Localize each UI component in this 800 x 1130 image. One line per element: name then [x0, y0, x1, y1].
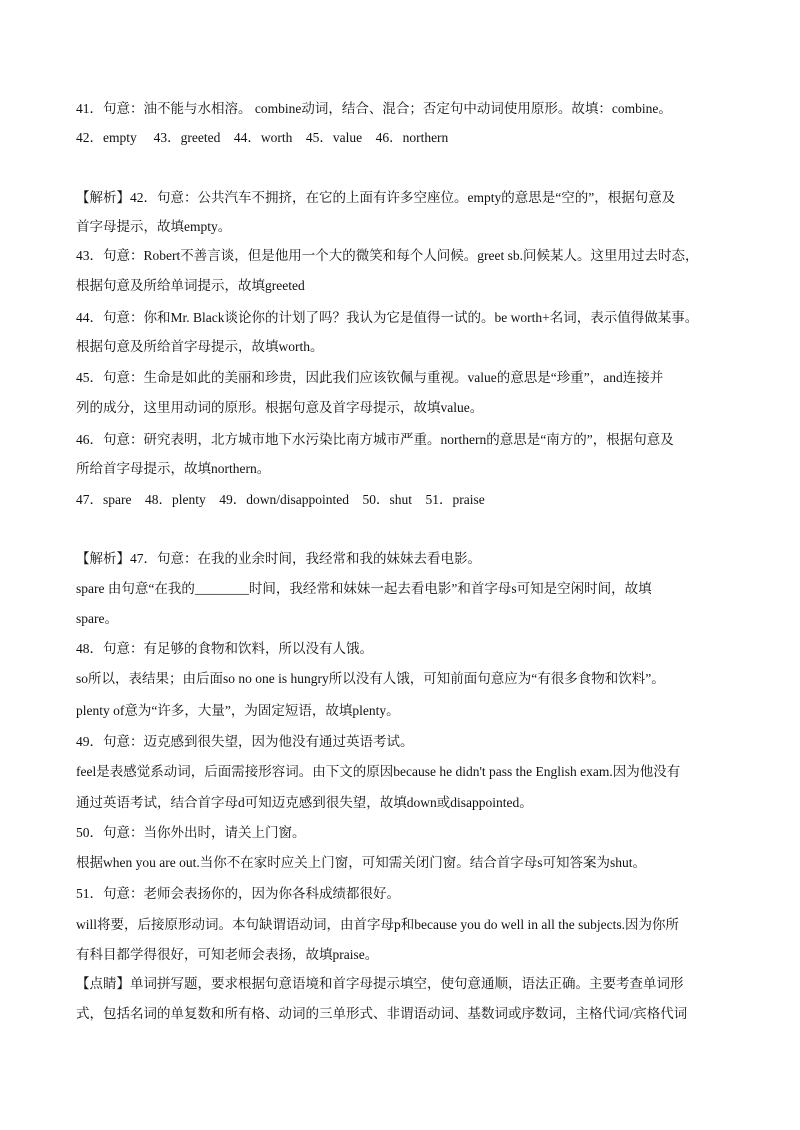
answer-41-line: 41．句意：油不能与水相溶。 combine动词，结合、混合；否定句中动词使用原形。故填：combine。 [76, 101, 672, 116]
commentary-line-2: 式，包括名词的单复数和所有格、动词的三单形式、非谓语动词、基数词或序数词，主格代词/宾格代词 [76, 1006, 688, 1021]
analysis-42-line-1: 【解析】42．句意：公共汽车不拥挤，在它的上面有许多空座位。empty的意思是“空的”，根据句意及 [76, 190, 676, 205]
analysis-51-line-3: 有科目都学得很好，可知老师会表扬，故填praise。 [76, 947, 379, 962]
analysis-51-line-1: 51．句意：老师会表扬你的，因为你各科成绩都很好。 [76, 886, 400, 901]
analysis-46-line-1: 46．句意：研究表明，北方城市地下水污染比南方城市严重。northern的意思是“南方的”，根据句意及 [76, 432, 674, 447]
answers-42-46-line: 42．empty 43．greeted 44．worth 45．value 46．northern [76, 130, 449, 145]
analysis-50-line-2: 根据when you are out.当你不在家时应关上门窗，可知需关闭门窗。结合首字母s可知答案为shut。 [76, 855, 646, 870]
analysis-49-line-2: feel是表感觉系动词，后面需接形容词。由下文的原因because he didn't pass the English exam.因为他没有 [76, 764, 681, 779]
analysis-44-line-2: 根据句意及所给首字母提示，故填worth。 [76, 339, 324, 354]
analysis-45-line-2: 列的成分，这里用动词的原形。根据句意及首字母提示，故填value。 [76, 400, 484, 415]
analysis-50-line-1: 50．句意：当你外出时，请关上门窗。 [76, 825, 306, 840]
analysis-44-line-1: 44．句意：你和Mr. Black谈论你的计划了吗？我认为它是值得一试的。be worth+名词，表示值得做某事。 [76, 310, 699, 325]
analysis-46-line-2: 所给首字母提示，故填northern。 [76, 461, 271, 476]
analysis-42-line-2: 首字母提示，故填empty。 [76, 219, 232, 234]
analysis-47-line-1: 【解析】47．句意：在我的业余时间，我经常和我的妹妹去看电影。 [76, 551, 481, 566]
analysis-43-line-1: 43．句意：Robert不善言谈，但是他用一个大的微笑和每个人问候。greet sb.问候某人。这里用过去时态， [76, 248, 699, 263]
analysis-47-line-2: spare 由句意“在我的________时间，我经常和妹妹一起去看电影”和首字母s可知是空闲时间，故填 [76, 581, 652, 596]
commentary-line-1: 【点睛】单词拼写题，要求根据句意语境和首字母提示填空，使句意通顺，语法正确。主要考查单词形 [76, 976, 684, 991]
analysis-48-line-1: 48．句意：有足够的食物和饮料，所以没有人饿。 [76, 641, 373, 656]
analysis-43-line-2: 根据句意及所给单词提示，故填greeted [76, 278, 305, 293]
analysis-49-line-3: 通过英语考试，结合首字母d可知迈克感到很失望，故填down或disappointed。 [76, 795, 533, 810]
analysis-45-line-1: 45．句意：生命是如此的美丽和珍贵，因此我们应该钦佩与重视。value的意思是“珍重”，and连接并 [76, 370, 664, 385]
answers-47-51-line: 47．spare 48．plenty 49．down/disappointed 50．shut 51．praise [76, 492, 485, 507]
analysis-47-line-3: spare。 [76, 611, 118, 626]
analysis-51-line-2: will将要，后接原形动词。本句缺谓语动词，由首字母p和because you do well in all the subjects.因为你所 [76, 917, 679, 932]
analysis-48-line-2: so所以，表结果；由后面so no one is hungry所以没有人饿，可知前面句意应为“有很多食物和饮料”。 [76, 671, 665, 686]
analysis-48-line-3: plenty of意为“许多，大量”，为固定短语，故填plenty。 [76, 703, 400, 718]
analysis-49-line-1: 49．句意：迈克感到很失望，因为他没有通过英语考试。 [76, 734, 414, 749]
